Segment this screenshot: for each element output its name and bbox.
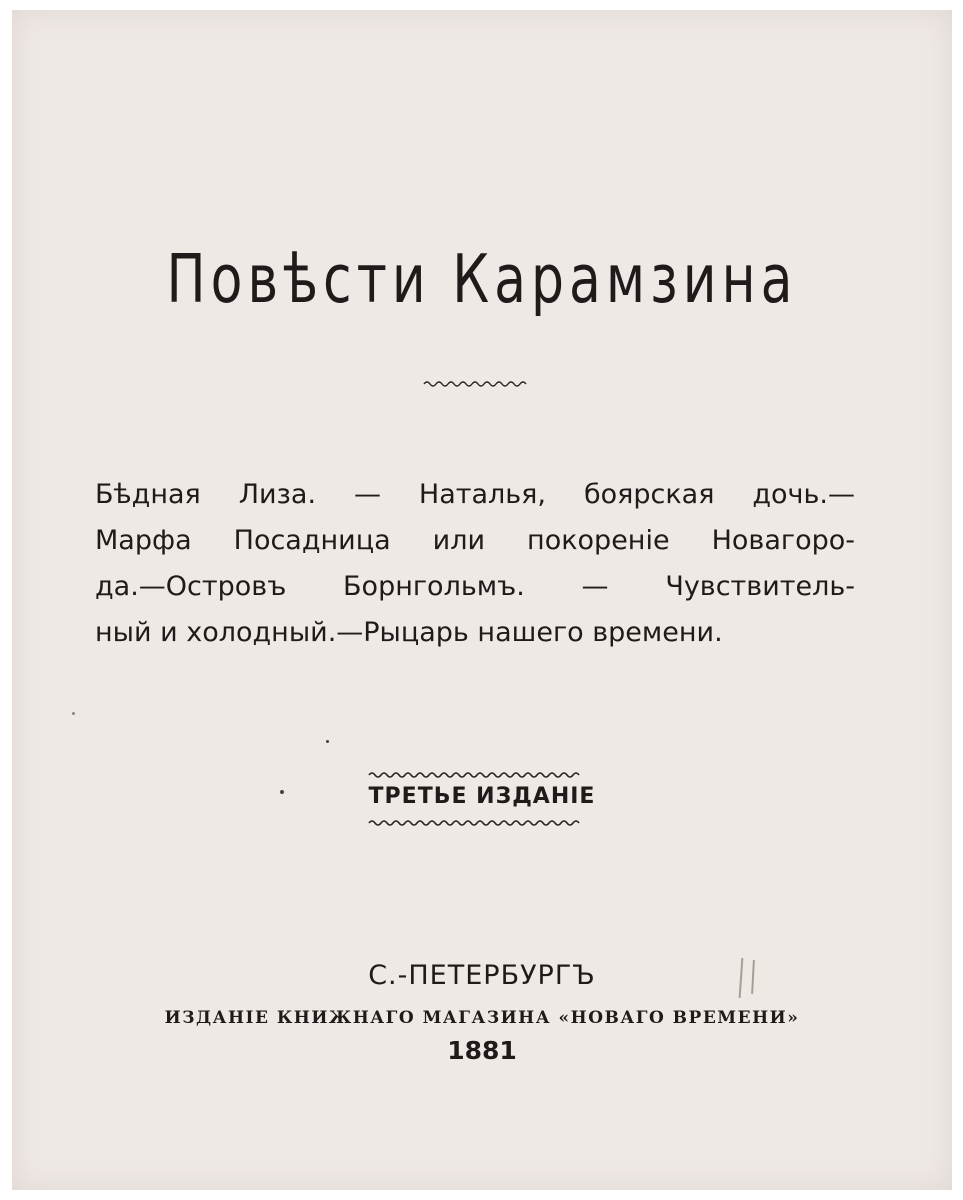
paper-speck: [280, 790, 284, 794]
imprint-publisher: ИЗДАНІЕ КНИЖНАГО МАГАЗИНА «НОВАГО ВРЕМЕНИ»: [164, 1008, 800, 1028]
book-title: Повѣсти Карамзина: [166, 242, 798, 319]
contents-line: ный и холодный.—Рыцарь нашего времени.: [95, 617, 723, 648]
wavy-rule-ornament: [368, 770, 580, 780]
paper-speck: [72, 712, 75, 715]
wavy-rule-ornament: [423, 379, 529, 389]
contents-line: Бѣдная Лиза. — Наталья, боярская дочь.—: [95, 479, 855, 510]
contents-line: Марфа Посадница или покореніе Новагоро-: [95, 525, 855, 556]
edition-label: ТРЕТЬЕ ИЗДАНІЕ: [368, 784, 596, 809]
contents-list: [95, 472, 855, 656]
paper-speck: [326, 740, 329, 743]
imprint-city: С.-ПЕТЕРБУРГЪ: [368, 960, 596, 991]
wavy-rule-ornament: [368, 818, 580, 828]
contents-line: да.—Островъ Борнгольмъ. — Чувствитель-: [95, 571, 855, 602]
imprint-year: 1881: [447, 1036, 517, 1065]
title-page: [12, 10, 952, 1190]
